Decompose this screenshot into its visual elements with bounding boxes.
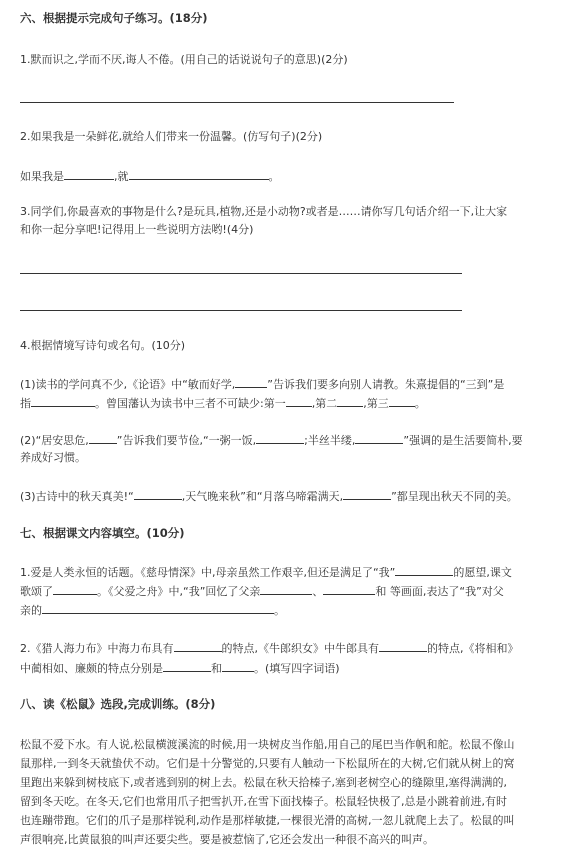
q6-4-2-blank-1[interactable] <box>89 432 117 444</box>
q6-2-blank-2[interactable] <box>129 168 269 180</box>
q7-1-d: 。《父爱之舟》中,“我”回忆了父亲 <box>97 585 261 598</box>
q6-4-1-blank-2[interactable] <box>31 395 95 407</box>
q6-4-2-d: ”强调的是生活要简朴,要 <box>403 434 523 447</box>
section7-title: 七、根据课文内容填空。(10分) <box>20 526 185 540</box>
passage-line: 鼠那样,一到冬天就蛰伏不动。它们是十分警觉的,只要有人触动一下松鼠所在的大树,它们就从树上的窝 <box>20 757 515 770</box>
q7-1-blank-4[interactable] <box>323 583 375 595</box>
q6-4-1-blank-4[interactable] <box>337 395 363 407</box>
q6-4-1-d: 。曾国藩认为读书中三者不可缺少:第一 <box>95 397 286 410</box>
q7-1-blank-2[interactable] <box>53 583 97 595</box>
q6-4-2-c: ;半丝半缕, <box>304 434 356 447</box>
q6-3-text-line2: 和你一起分享吧!记得用上一些说明方法哟!(4分) <box>20 223 254 236</box>
q6-2-end: 。 <box>268 170 280 183</box>
q7-2-blank-4[interactable] <box>222 660 254 672</box>
q6-4-2-blank-2[interactable] <box>256 432 304 444</box>
q7-1-a: 1.爱是人类永恒的话题。《慈母情深》中,母亲虽然工作艰辛,但还是满足了“我” <box>20 566 396 579</box>
q7-1-blank-5[interactable] <box>42 602 274 614</box>
q7-1-line3 <box>20 602 285 617</box>
passage-line: 声很响亮,比黄鼠狼的叫声还要尖些。要是被惹恼了,它还会发出一种很不高兴的叫声。 <box>20 833 434 846</box>
q7-2-d: 中蔺相如、廉颇的特点分别是 <box>20 662 163 675</box>
q7-2-line1 <box>20 640 519 655</box>
q6-3-text-line1: 3.同学们,你最喜欢的事物是什么?是玩具,植物,还是小动物?或者是……请你写几句话介绍一下,让大家 <box>20 205 508 218</box>
passage-line: 松鼠不爱下水。有人说,松鼠横渡溪流的时候,用一块树皮当作船,用自己的尾巴当作帆和舵。松鼠不像山 <box>20 738 515 751</box>
q6-4-2-line1 <box>20 432 523 447</box>
q6-4-1-blank-5[interactable] <box>389 395 415 407</box>
q6-4-1-line2 <box>20 395 426 410</box>
q6-3-answer-line-2[interactable] <box>20 310 462 311</box>
q6-2-prefix: 如果我是 <box>20 170 64 183</box>
passage-line: 也连蹦带跑。它们的爪子是那样锐利,动作是那样敏捷,一棵很光滑的高树,一忽儿就爬上去了。松鼠的叫 <box>20 814 515 827</box>
q6-4-1-g: 。 <box>414 397 426 410</box>
q6-4-2-a: (2)“居安思危, <box>20 434 89 447</box>
q6-4-2-b: ”告诉我们要节俭,“一粥一饭, <box>116 434 257 447</box>
section8-title: 八、读《松鼠》选段,完成训练。(8分) <box>20 697 216 711</box>
q6-4-1-blank-1[interactable] <box>235 376 267 388</box>
q7-1-f: 和 等画面,表达了“我”对父 <box>375 585 504 598</box>
q6-4-text: 4.根据情境写诗句或名句。(10分) <box>20 339 186 352</box>
passage-line: 里跑出来躲到树枝底下,或者逃到别的树上去。松鼠在秋天拾榛子,塞到老树空心的缝隙里,塞得满满的, <box>20 776 507 789</box>
q7-1-line1 <box>20 564 512 579</box>
q7-2-c: 的特点,《将相和》 <box>427 642 519 655</box>
q6-4-3-b: ,天气晚来秋”和“月落乌啼霜满天, <box>181 490 344 503</box>
q6-3-answer-line-1[interactable] <box>20 273 462 274</box>
q6-4-1-a: (1)读书的学问真不少,《论语》中“敏而好学, <box>20 378 236 391</box>
q7-2-blank-3[interactable] <box>163 660 211 672</box>
q6-2-mid: ,就 <box>114 170 129 183</box>
q6-4-1-line1 <box>20 376 504 391</box>
q7-2-a: 2.《猎人海力布》中海力布具有 <box>20 642 174 655</box>
q7-1-b: 的愿望,课文 <box>453 566 512 579</box>
q6-2-fill <box>20 168 280 183</box>
q7-1-e: 、 <box>312 585 324 598</box>
q6-1-text: 1.默而识之,学而不厌,诲人不倦。(用自己的话说说句子的意思)(2分) <box>20 53 348 66</box>
q6-4-1-c: 指 <box>20 397 31 410</box>
q6-4-1-f: ,第三 <box>363 397 389 410</box>
q7-2-e: 和 <box>211 662 222 675</box>
q6-4-1-blank-3[interactable] <box>286 395 312 407</box>
q6-4-3-a: (3)古诗中的秋天真美!“ <box>20 490 134 503</box>
q7-1-blank-3[interactable] <box>260 583 312 595</box>
passage-line: 留到冬天吃。在冬天,它们也常用爪子把雪扒开,在雪下面找榛子。松鼠轻快极了,总是小跳着前进,有时 <box>20 795 507 808</box>
q7-2-line2 <box>20 660 340 675</box>
q6-4-1-e: ,第二 <box>311 397 338 410</box>
q6-4-3-blank-1[interactable] <box>134 488 182 500</box>
q7-2-b: 的特点,《牛郎织女》中牛郎具有 <box>221 642 379 655</box>
q6-4-3-c: ”都呈现出秋天不同的美。 <box>391 490 518 503</box>
section6-title: 六、根据提示完成句子练习。(18分) <box>20 11 208 25</box>
q6-4-2-line2: 养成好习惯。 <box>20 451 86 464</box>
q6-4-3-blank-2[interactable] <box>343 488 391 500</box>
q7-1-c: 歌颂了 <box>20 585 53 598</box>
q7-1-blank-1[interactable] <box>395 564 453 576</box>
q6-4-3-line <box>20 488 518 503</box>
q7-1-h: 。 <box>274 604 285 617</box>
q6-1-answer-line[interactable] <box>20 102 454 103</box>
q7-1-g: 亲的 <box>20 604 42 617</box>
q7-2-blank-2[interactable] <box>379 640 427 652</box>
q6-4-1-b: ”告诉我们要多向别人请教。朱熹提倡的“三到”是 <box>267 378 505 391</box>
q6-4-2-blank-3[interactable] <box>355 432 403 444</box>
q6-2-text: 2.如果我是一朵鲜花,就给人们带来一份温馨。(仿写句子)(2分) <box>20 130 323 143</box>
q7-2-blank-1[interactable] <box>174 640 222 652</box>
q6-2-blank-1[interactable] <box>64 168 114 180</box>
q7-1-line2 <box>20 583 504 598</box>
q7-2-f: 。(填写四字词语) <box>254 662 340 675</box>
